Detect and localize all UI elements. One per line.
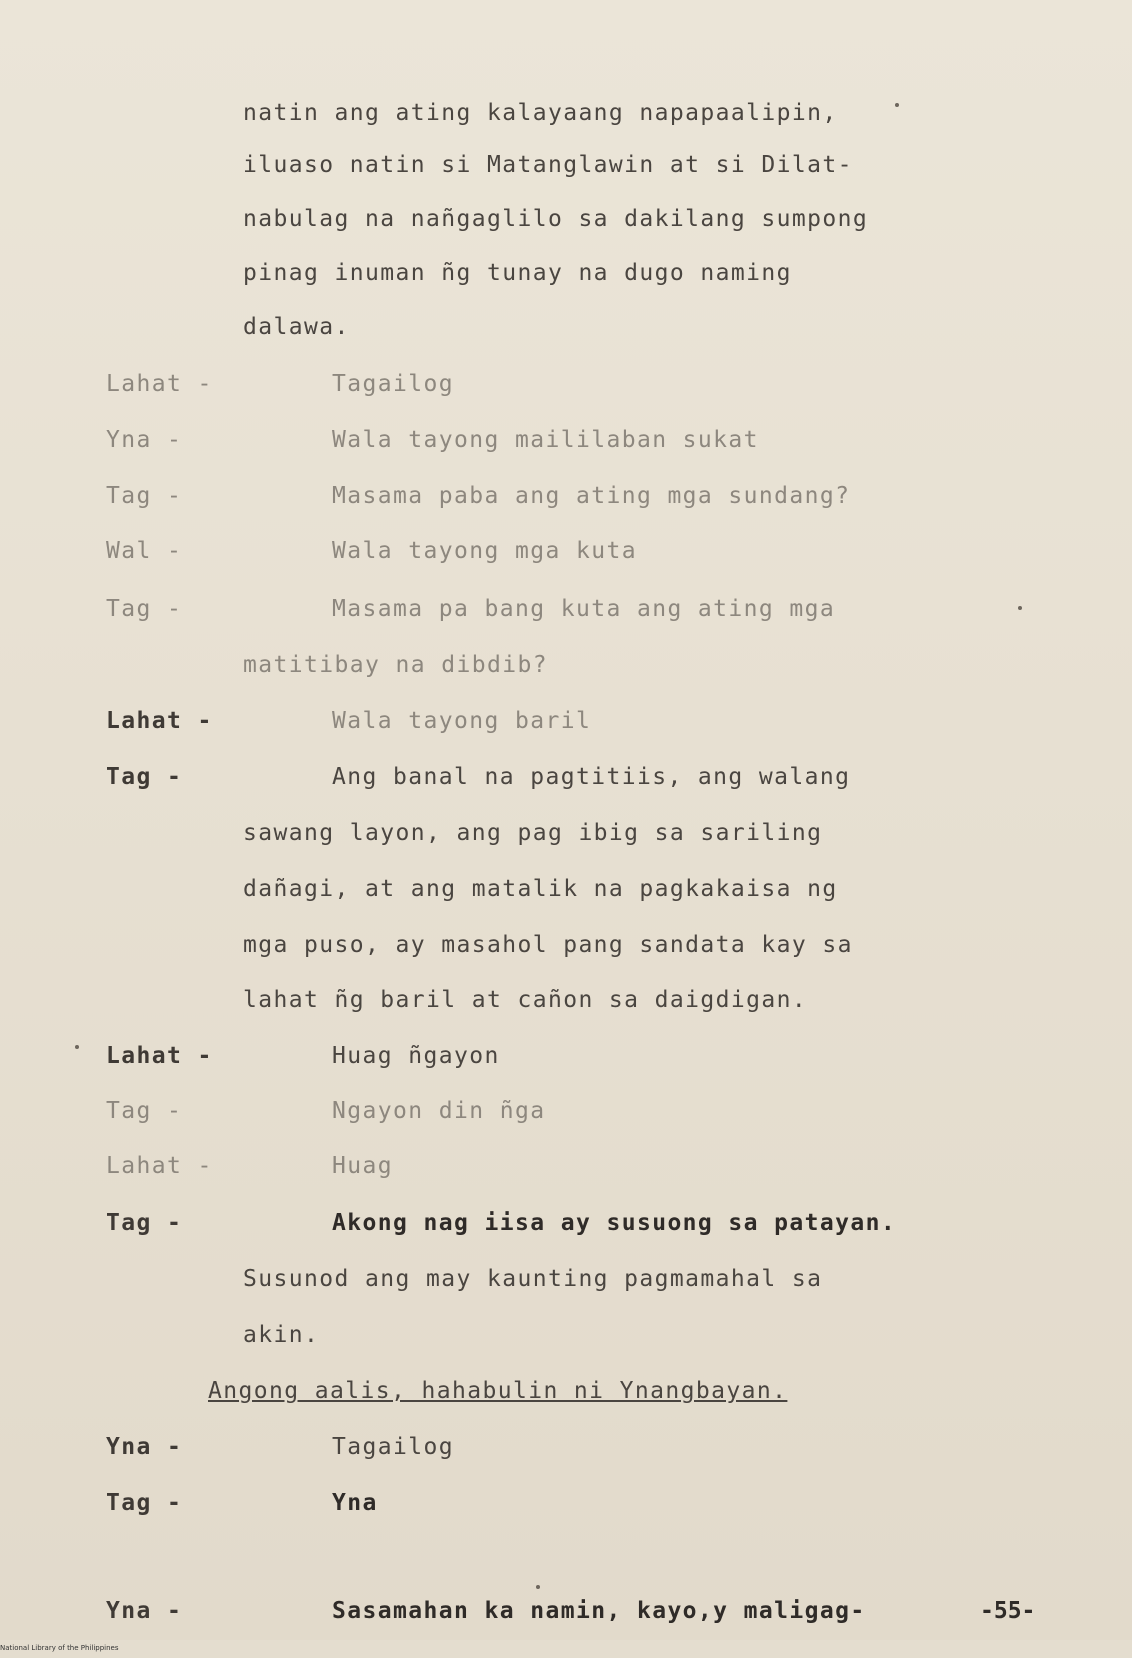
line-19-speaker: Tag -	[106, 1098, 183, 1124]
line-20-speaker: Lahat -	[106, 1153, 213, 1179]
line-6-text: Tagailog	[332, 371, 454, 397]
line-12-text: Wala tayong baril	[332, 708, 592, 734]
line-7-speaker: Yna -	[106, 427, 183, 453]
line-26-speaker: Tag -	[106, 1490, 183, 1516]
line-14-text: sawang layon, ang pag ibig sa sariling	[243, 820, 823, 846]
line-2-text: iluaso natin si Matanglawin at si Dilat-	[243, 152, 853, 178]
line-4-text: pinag inuman ñg tunay na dugo naming	[243, 260, 792, 286]
line-16-text: mga puso, ay masahol pang sandata kay sa	[243, 932, 853, 958]
line-27-text: Sasamahan ka namin, kayo,y maligag-	[332, 1598, 866, 1624]
line-18-speaker: Lahat -	[106, 1043, 213, 1069]
line-3-text: nabulag na nañgaglilo sa dakilang sumpong	[243, 206, 869, 232]
line-7-text: Wala tayong maililaban sukat	[332, 427, 759, 453]
line-18-text: Huag ñgayon	[332, 1043, 500, 1069]
library-footer: National Library of the Philippines	[0, 1644, 119, 1652]
line-8-speaker: Tag -	[106, 483, 183, 509]
line-6-speaker: Lahat -	[106, 371, 213, 397]
line-17-text: lahat ñg baril at cañon sa daigdigan.	[243, 987, 808, 1013]
scan-speck	[536, 1585, 540, 1589]
line-9-text: Wala tayong mga kuta	[332, 538, 637, 564]
line-9-speaker: Wal -	[106, 538, 183, 564]
line-13-speaker: Tag -	[106, 764, 183, 790]
line-21-text: Akong nag iisa ay susuong sa patayan.	[332, 1210, 897, 1236]
line-27-speaker: Yna -	[106, 1598, 183, 1624]
line-13-text: Ang banal na pagtitiis, ang walang	[332, 764, 851, 790]
line-8-text: Masama paba ang ating mga sundang?	[332, 483, 851, 509]
line-10-speaker: Tag -	[106, 596, 183, 622]
line-23-text: akin.	[243, 1322, 320, 1348]
scan-speck	[895, 103, 899, 107]
line-25-text: Tagailog	[332, 1434, 454, 1460]
line-22-text: Susunod ang may kaunting pagmamahal sa	[243, 1266, 823, 1292]
line-15-text: dañagi, at ang matalik na pagkakaisa ng	[243, 876, 838, 902]
scan-speck	[75, 1045, 79, 1049]
stage-direction: Angong aalis, hahabulin ni Ynangbayan.	[208, 1378, 788, 1404]
scan-speck	[1018, 606, 1022, 610]
line-1-text: natin ang ating kalayaang napapaalipin,	[243, 100, 838, 126]
line-25-speaker: Yna -	[106, 1434, 183, 1460]
line-21-speaker: Tag -	[106, 1210, 183, 1236]
line-5-text: dalawa.	[243, 314, 350, 340]
line-19-text: Ngayon din ñga	[332, 1098, 546, 1124]
line-12-speaker: Lahat -	[106, 708, 213, 734]
line-10-text: Masama pa bang kuta ang ating mga	[332, 596, 836, 622]
line-20-text: Huag	[332, 1153, 393, 1179]
line-11-text: matitibay na dibdib?	[243, 652, 548, 678]
line-26-text: Yna	[332, 1490, 378, 1516]
page-number: -55-	[980, 1598, 1036, 1624]
